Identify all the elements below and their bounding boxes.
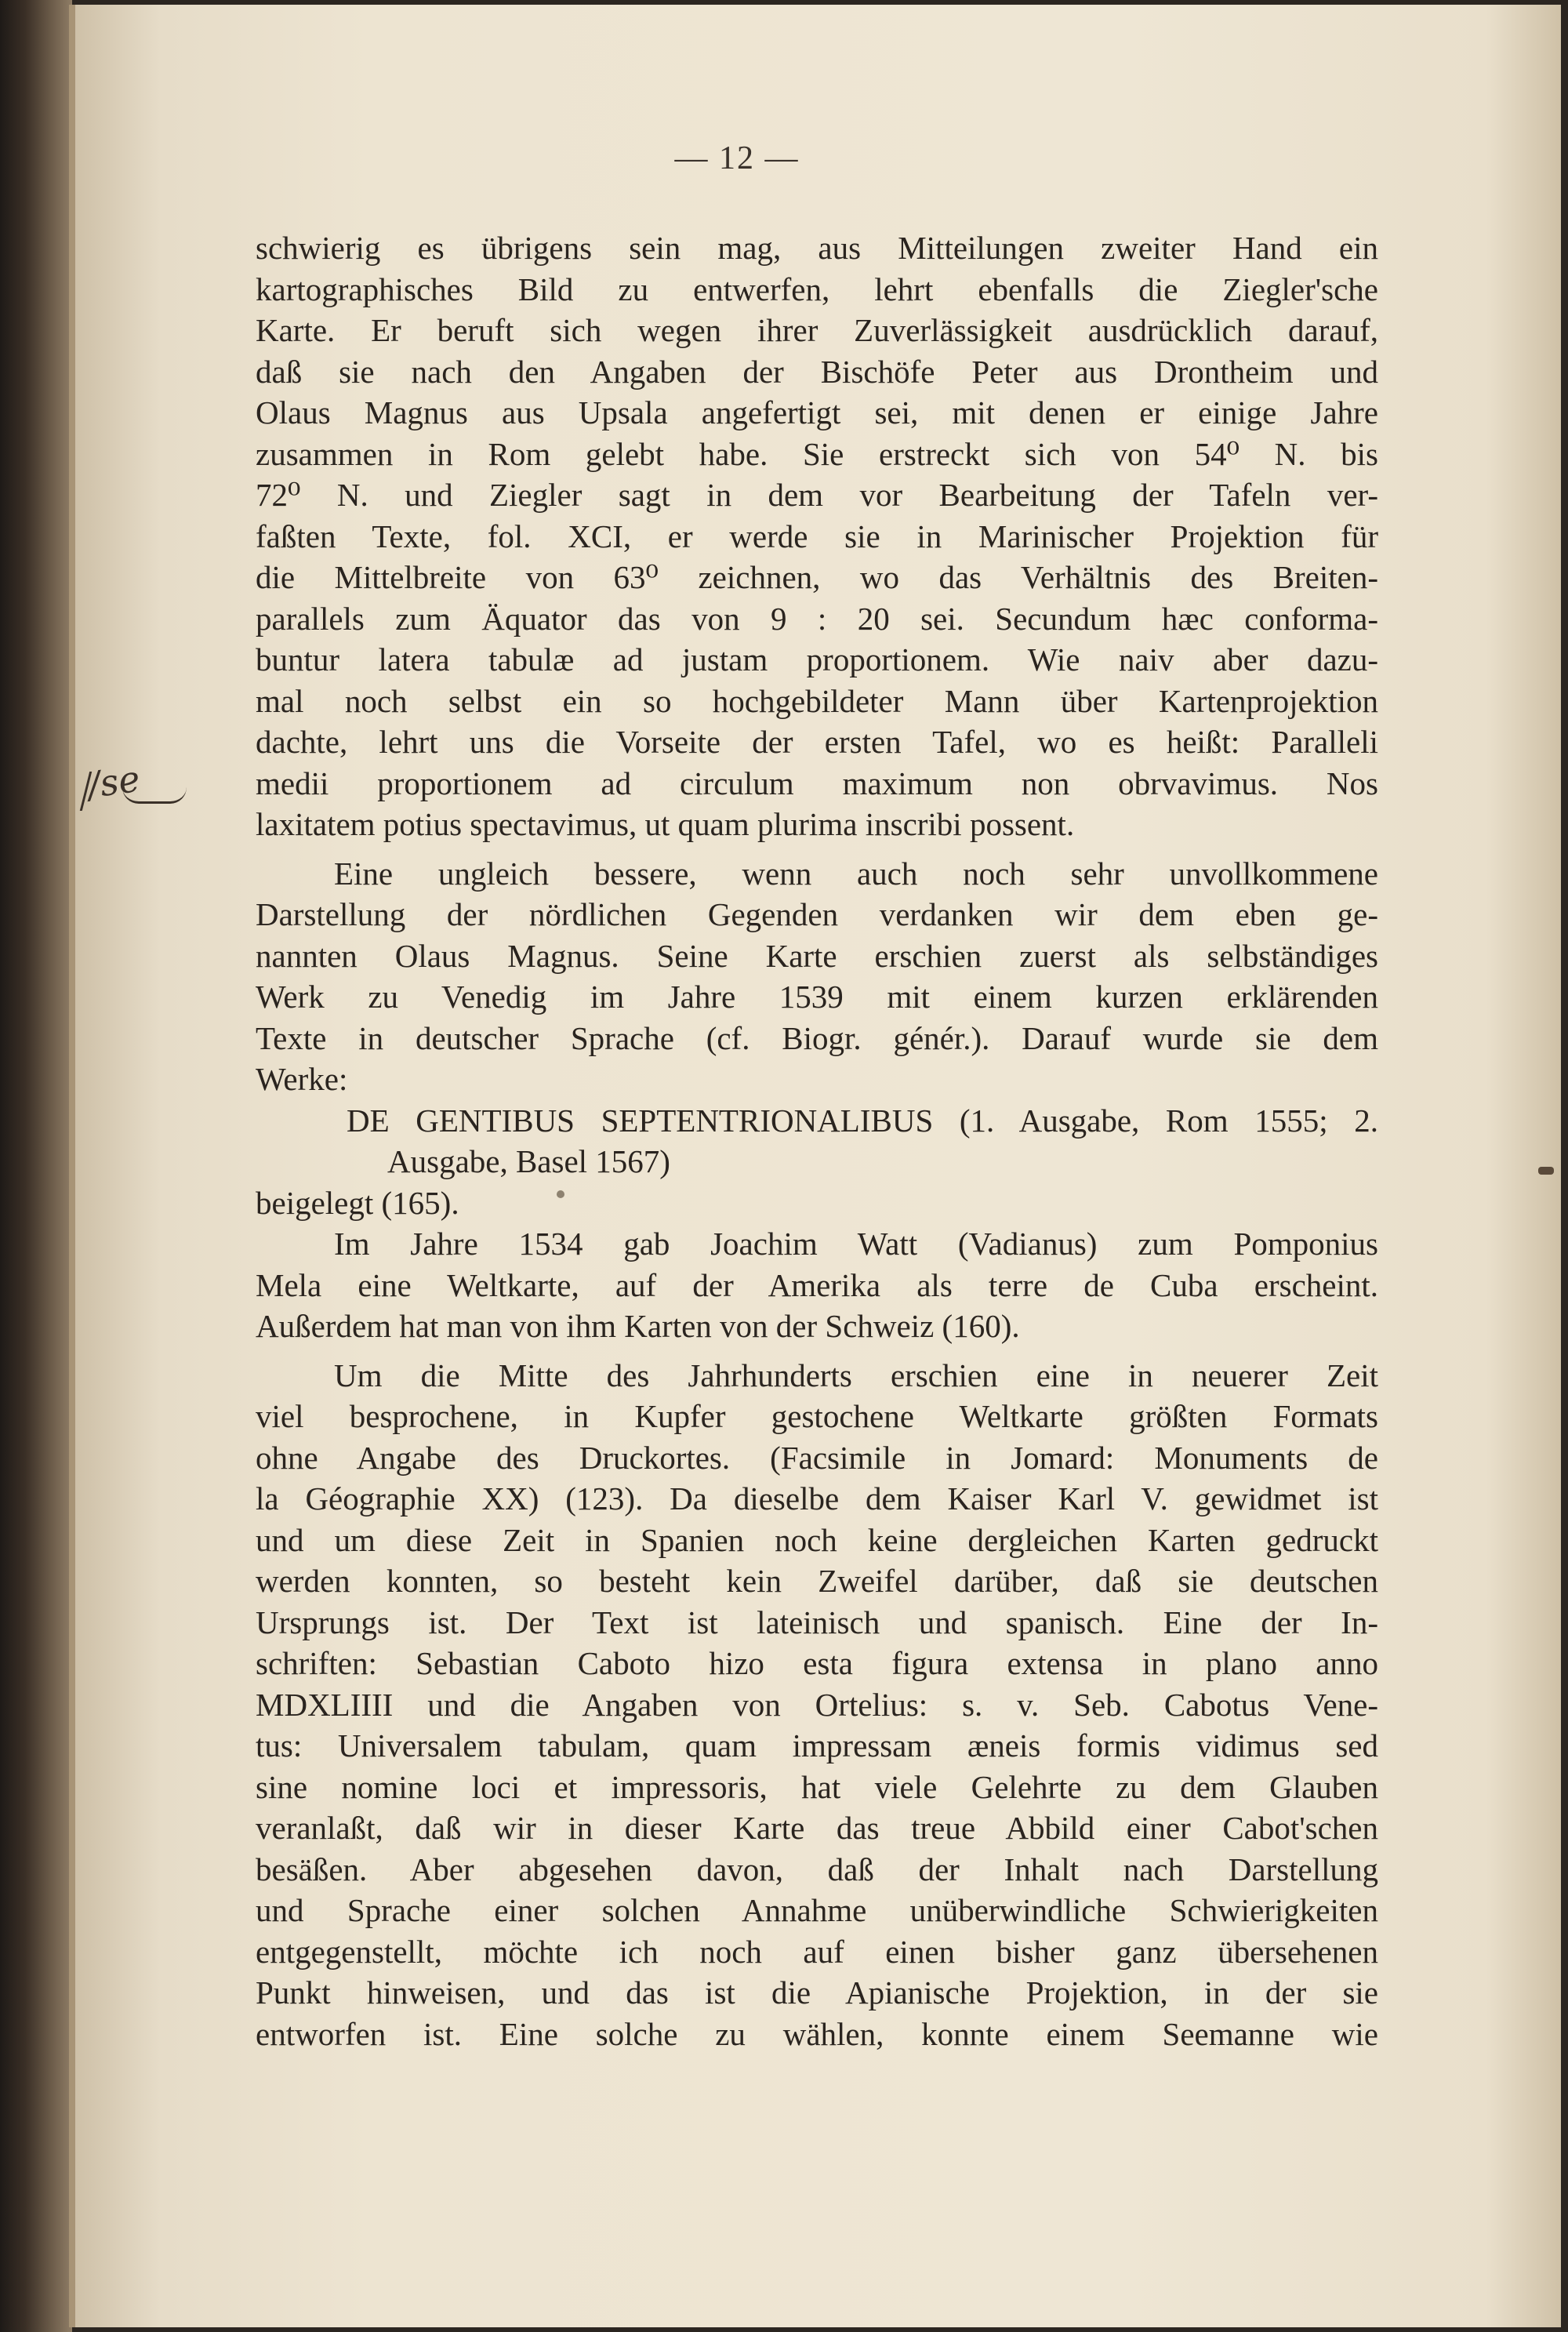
text-line: die Mittelbreite von 63⁰ zeichnen, wo das Verhältnis des Breiten-: [256, 559, 1378, 595]
text-line: dachte, lehrt uns die Vorseite der ersten Tafel, wo es heißt: Paralleli: [256, 724, 1378, 760]
text-line: mal noch selbst ein so hochgebildeter Mann über Kartenprojektion: [256, 682, 1378, 719]
text-line: Außerdem hat man von ihm Karten von der Schweiz (160).: [256, 1308, 1020, 1344]
book-title-line: DE GENTIBUS SEPTENTRIONALIBUS (1. Ausgabe, Rom 1555; 2.: [347, 1102, 1378, 1139]
text-line: Im Jahre 1534 gab Joachim Watt (Vadianus) zum Pomponius: [334, 1226, 1378, 1262]
book-title-line: Ausgabe, Basel 1567): [387, 1143, 670, 1179]
text-line: medii proportionem ad circulum maximum non obrvavimus. Nos: [256, 765, 1378, 801]
text-line: und um diese Zeit in Spanien noch keine dergleichen Karten gedruckt: [256, 1521, 1378, 1558]
text-line: parallels zum Äquator das von 9 : 20 sei. Secundum hæc conforma-: [256, 600, 1378, 637]
text-line: Ursprungs ist. Der Text ist lateinisch und spanisch. Eine der In-: [256, 1604, 1378, 1640]
text-line: werden konnten, so besteht kein Zweifel darüber, daß sie deutschen: [256, 1563, 1378, 1599]
text-line: zusammen in Rom gelebt habe. Sie erstreckt sich von 54⁰ N. bis: [256, 435, 1378, 472]
text-line: nannten Olaus Magnus. Seine Karte erschien zuerst als selbständiges: [256, 937, 1378, 974]
margin-handwritten-note: /se: [85, 757, 143, 807]
page-edge-mark: [1538, 1167, 1554, 1175]
text-line: entworfen ist. Eine solche zu wählen, konnte einem Seemanne wie: [256, 2015, 1378, 2052]
text-line: schwierig es übrigens sein mag, aus Mitteilungen zweiter Hand ein: [256, 230, 1378, 266]
text-line: veranlaßt, daß wir in dieser Karte das treue Abbild einer Cabot'schen: [256, 1810, 1378, 1846]
text-line: laxitatem potius spectavimus, ut quam plurima inscribi possent.: [256, 806, 1075, 842]
body-text: [256, 227, 1378, 2054]
paragraph-gap: [256, 845, 1378, 853]
text-line: Texte in deutscher Sprache (cf. Biogr. génér.). Darauf wurde sie dem: [256, 1019, 1378, 1056]
text-line: ohne Angabe des Druckortes. (Facsimile in Jomard: Monuments de: [256, 1439, 1378, 1476]
text-line: Um die Mitte des Jahrhunderts erschien eine in neuerer Zeit: [334, 1357, 1378, 1393]
text-line: 72⁰ N. und Ziegler sagt in dem vor Bearbeitung der Tafeln ver-: [256, 477, 1378, 513]
text-line: faßten Texte, fol. XCI, er werde sie in Marinischer Projektion für: [256, 518, 1378, 554]
text-line: Karte. Er beruft sich wegen ihrer Zuverlässigkeit ausdrücklich darauf,: [256, 312, 1378, 348]
text-line: beigelegt (165).: [256, 1184, 459, 1221]
paragraph-gap: [256, 1347, 1378, 1355]
text-line: Werk zu Venedig im Jahre 1539 mit einem kurzen erklärenden: [256, 979, 1378, 1015]
text-line: Punkt hinweisen, und das ist die Apianische Projektion, in der sie: [256, 1974, 1378, 2011]
text-line: daß sie nach den Angaben der Bischöfe Peter aus Drontheim und: [256, 353, 1378, 390]
text-line: Werke:: [256, 1061, 348, 1097]
text-line: Darstellung der nördlichen Gegenden verdanken wir dem eben ge-: [256, 896, 1378, 932]
text-line: MDXLIIII und die Angaben von Ortelius: s. v. Seb. Cabotus Vene-: [256, 1686, 1378, 1723]
page-edge: [69, 5, 75, 2327]
text-line: buntur latera tabulæ ad justam proportionem. Wie naiv aber dazu-: [256, 641, 1378, 677]
text-line: schriften: Sebastian Caboto hizo esta figura extensa in plano anno: [256, 1645, 1378, 1681]
text-line: Eine ungleich bessere, wenn auch noch sehr unvollkommene: [334, 855, 1378, 892]
text-line: entgegenstellt, möchte ich noch auf einen bisher ganz übersehenen: [256, 1933, 1378, 1970]
text-line: Olaus Magnus aus Upsala angefertigt sei, mit denen er einige Jahre: [256, 394, 1378, 430]
text-line: und Sprache einer solchen Annahme unüberwindliche Schwierigkeiten: [256, 1892, 1378, 1928]
book-binding: [0, 0, 72, 2332]
text-line: viel besprochene, in Kupfer gestochene Weltkarte größten Formats: [256, 1398, 1378, 1434]
text-line: Mela eine Weltkarte, auf der Amerika als terre de Cuba erscheint.: [256, 1266, 1378, 1303]
text-line: besäßen. Aber abgesehen davon, daß der Inhalt nach Darstellung: [256, 1851, 1378, 1887]
text-line: sine nomine loci et impressoris, hat viele Gelehrte zu dem Glauben: [256, 1768, 1378, 1805]
ink-smudge: [557, 1190, 564, 1198]
text-line: tus: Universalem tabulam, quam impressam æneis formis vidimus sed: [256, 1727, 1378, 1764]
text-line: la Géographie XX) (123). Da dieselbe dem Kaiser Karl V. gewidmet ist: [256, 1480, 1378, 1517]
text-line: kartographisches Bild zu entwerfen, lehrt ebenfalls die Ziegler'sche: [256, 271, 1378, 307]
page-number: — 12 —: [674, 140, 800, 176]
